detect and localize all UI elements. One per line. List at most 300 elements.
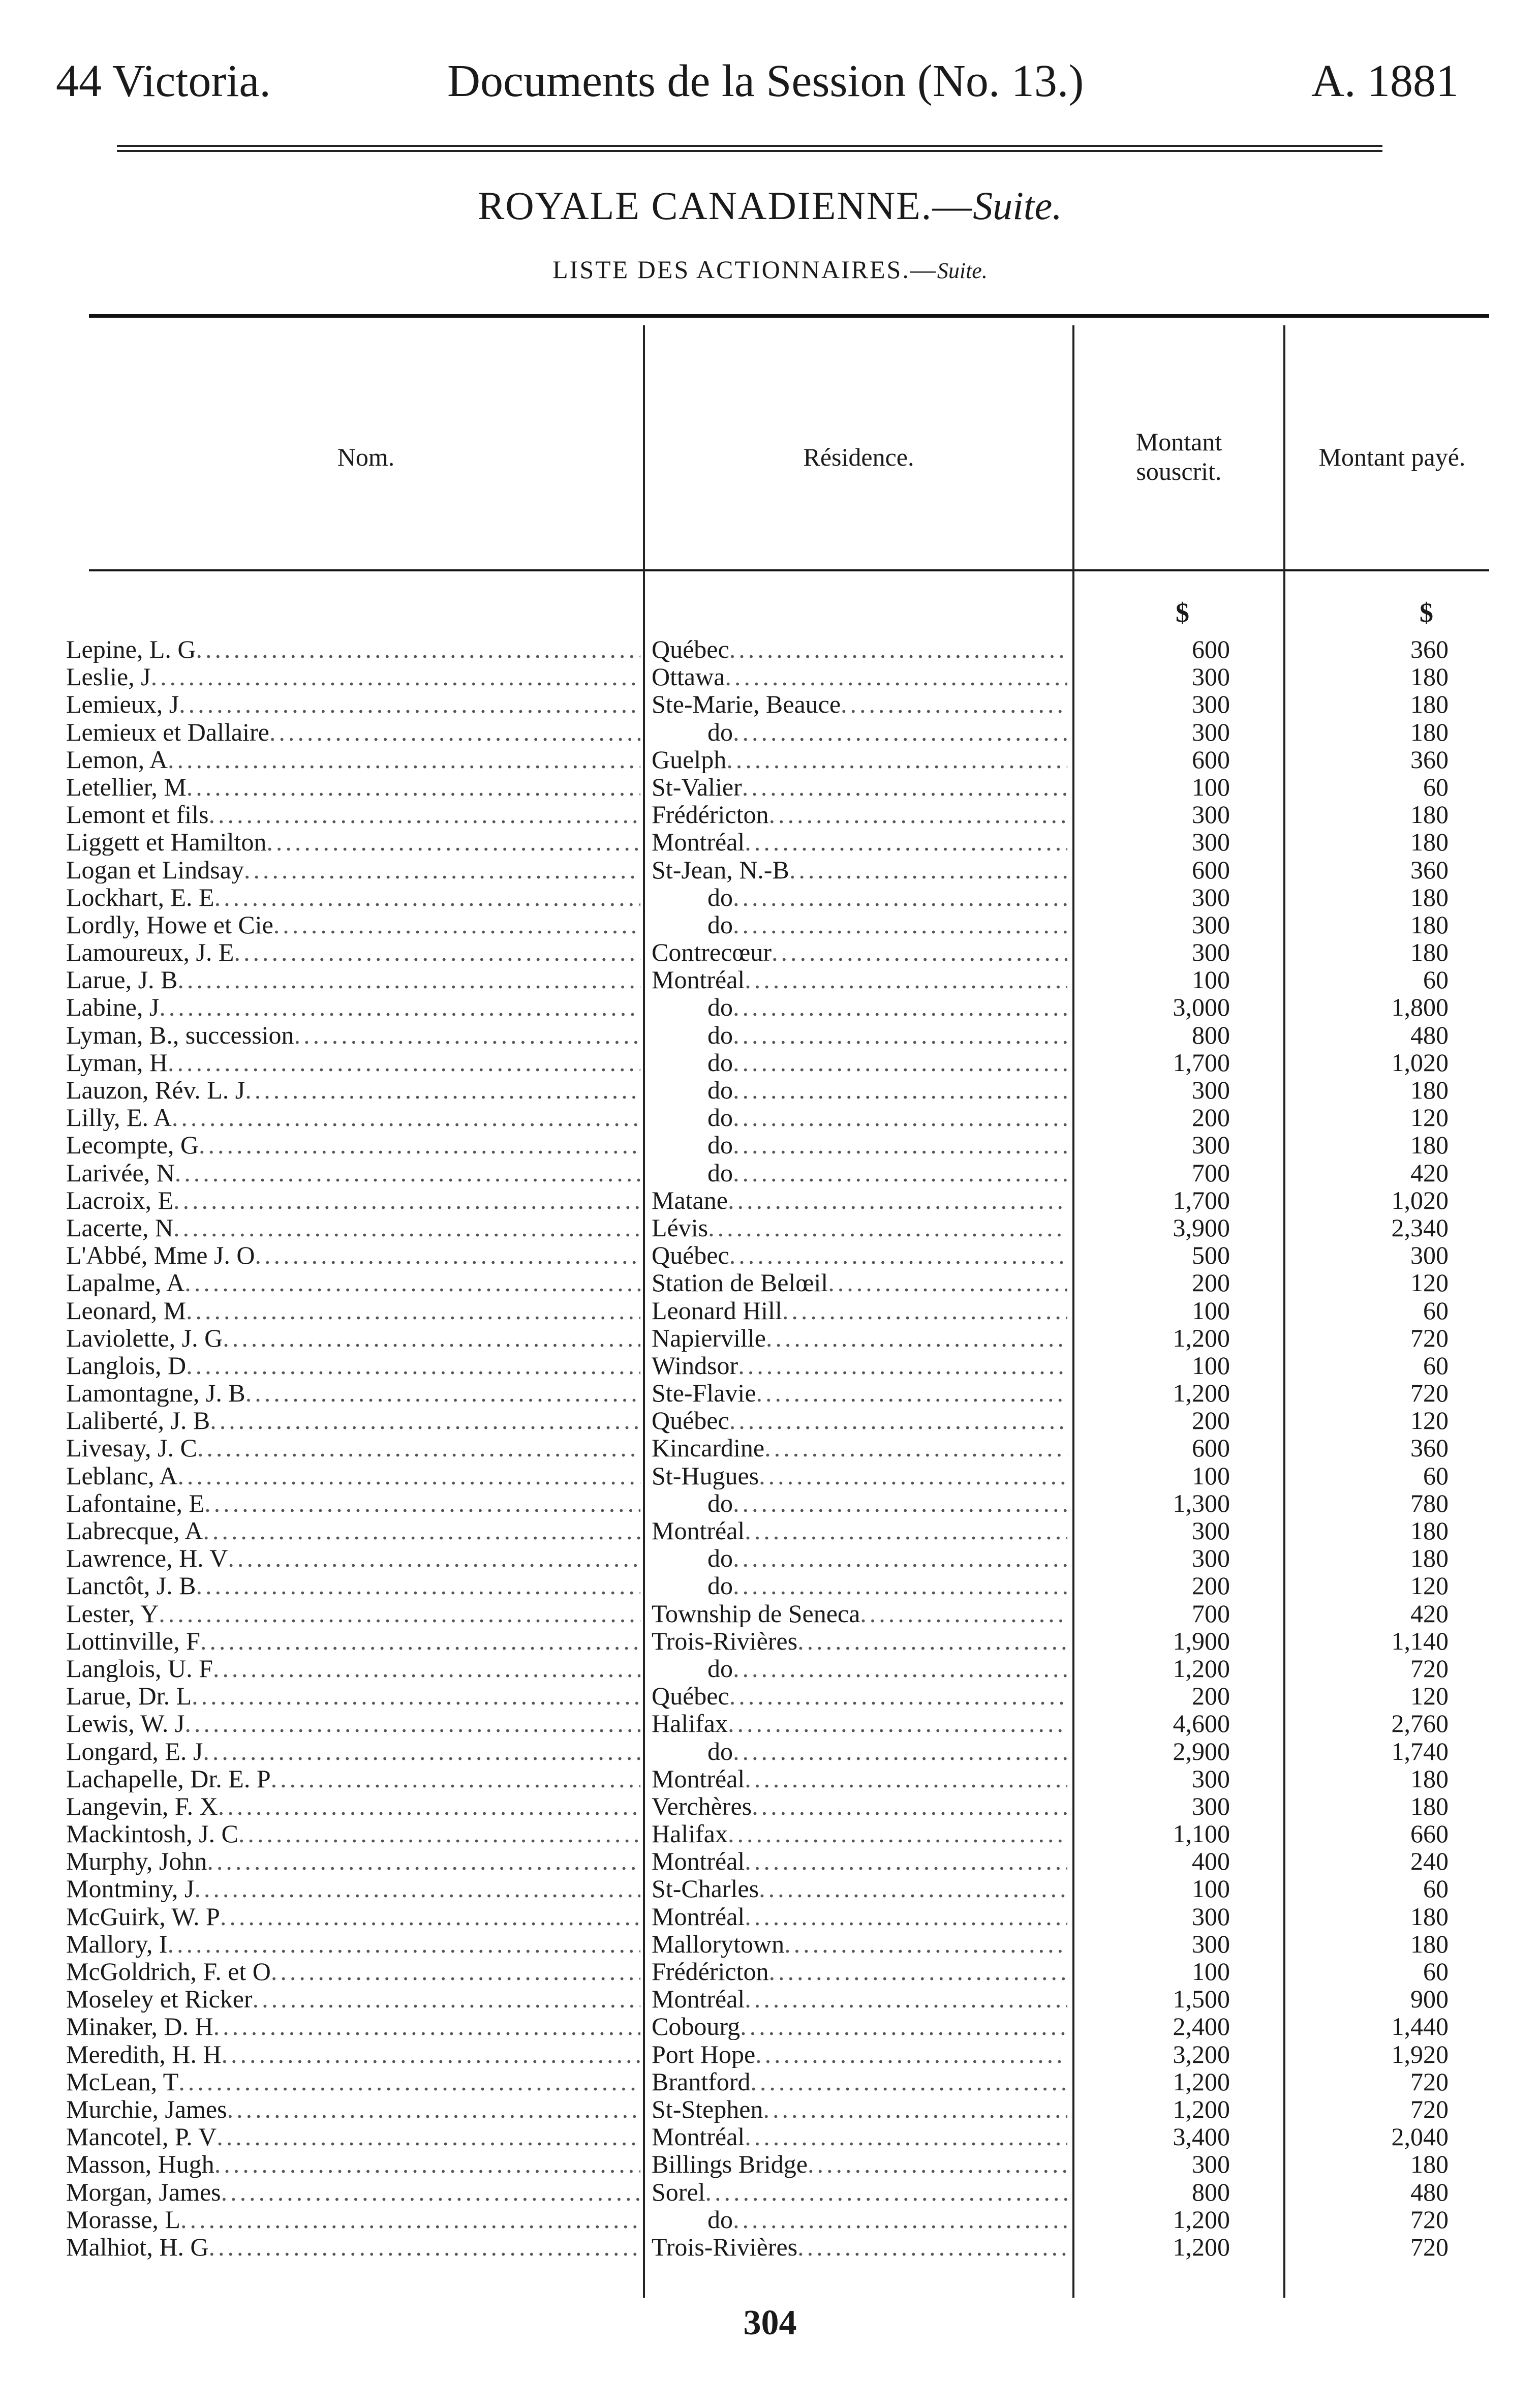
residence-cell: Montréal	[652, 828, 745, 856]
leader-dots	[797, 1627, 1067, 1655]
residence-cell: Contrecœur	[652, 938, 772, 966]
leader-dots	[733, 911, 1067, 938]
shareholder-name: Murchie, James	[66, 2095, 227, 2123]
amount-subscribed-cell	[1108, 2013, 1230, 2040]
residence-cell: do	[707, 718, 733, 746]
shareholder-name-cell	[66, 2178, 640, 2206]
leader-dots	[179, 690, 640, 718]
residence-cell: Québec	[652, 1241, 729, 1269]
shareholder-name-cell	[66, 2206, 640, 2233]
amount-paid-cell	[1321, 1352, 1449, 1379]
amount-paid-cell	[1321, 1104, 1449, 1131]
amount-subscribed-cell	[1108, 883, 1230, 911]
table-row	[0, 1958, 1540, 1985]
residence-cell-cell	[652, 1847, 1067, 1875]
amount-paid: 360	[1410, 856, 1449, 883]
residence-cell: Verchères	[652, 1792, 752, 1820]
header-double-rule	[117, 145, 1382, 152]
column-header-subscribed-line2: souscrit.	[1136, 457, 1222, 485]
amount-subscribed-cell	[1108, 1655, 1230, 1682]
shareholder-name: Laviolette, J. G	[66, 1324, 223, 1352]
residence-cell: Kincardine	[652, 1434, 765, 1462]
amount-subscribed: 800	[1192, 1021, 1230, 1049]
residence-cell-cell	[652, 1021, 1067, 1049]
column-header-subscribed-line1: Montant	[1135, 428, 1222, 456]
amount-paid-cell	[1321, 1903, 1449, 1930]
leader-dots	[782, 1297, 1067, 1324]
leader-dots	[733, 1544, 1067, 1572]
leader-dots	[745, 2123, 1067, 2150]
table-row	[0, 746, 1540, 773]
shareholder-name-cell	[66, 1875, 640, 1902]
residence-cell-cell	[652, 801, 1067, 828]
residence-cell: Guelph	[652, 745, 727, 773]
leader-dots	[733, 1655, 1067, 1682]
amount-subscribed-cell	[1108, 1159, 1230, 1186]
shareholder-name: Lapalme, A	[66, 1269, 185, 1297]
leader-dots	[177, 1462, 640, 1489]
residence-cell-cell	[652, 1434, 1067, 1461]
residence-cell: Montréal	[652, 1985, 745, 2013]
amount-subscribed-cell	[1108, 2233, 1230, 2261]
table-row	[0, 1710, 1540, 1737]
amount-subscribed: 1,200	[1173, 2233, 1230, 2261]
leader-dots	[294, 1021, 640, 1049]
shareholder-name: McLean, T	[66, 2067, 179, 2095]
shareholder-name-cell	[66, 1159, 640, 1186]
amount-paid: 180	[1410, 1131, 1449, 1159]
amount-subscribed: 4,600	[1173, 1710, 1230, 1738]
leader-dots	[768, 801, 1067, 828]
residence-cell-cell	[652, 1407, 1067, 1434]
leader-dots	[234, 938, 640, 966]
leader-dots	[210, 1407, 640, 1434]
amount-subscribed: 100	[1192, 1875, 1230, 1903]
amount-subscribed-cell	[1108, 746, 1230, 773]
table-row	[0, 1076, 1540, 1104]
subtitle-suite: Suite.	[937, 258, 988, 283]
leader-dots	[750, 2068, 1067, 2095]
residence-cell-cell	[652, 1875, 1067, 1902]
amount-subscribed-cell	[1108, 2178, 1230, 2206]
amount-paid: 360	[1410, 1434, 1449, 1462]
shareholder-name: Lawrence, H. V	[66, 1544, 228, 1572]
amount-paid: 120	[1410, 1269, 1449, 1297]
amount-paid: 420	[1410, 1599, 1449, 1627]
residence-cell: do	[707, 1021, 733, 1049]
leader-dots	[207, 1847, 640, 1875]
amount-subscribed-cell	[1108, 1682, 1230, 1710]
amount-subscribed-cell	[1108, 1021, 1230, 1049]
leader-dots	[168, 746, 640, 773]
amount-paid: 180	[1410, 1517, 1449, 1544]
residence-cell: do	[707, 1737, 733, 1765]
leader-dots	[733, 1104, 1067, 1131]
table-row	[0, 2178, 1540, 2206]
amount-paid-cell	[1321, 1214, 1449, 1241]
residence-cell: Québec	[652, 635, 729, 663]
leader-dots	[745, 1903, 1067, 1930]
amount-subscribed-cell	[1108, 1544, 1230, 1572]
table-row	[0, 1407, 1540, 1434]
residence-cell: St-Valier	[652, 773, 742, 801]
leader-dots	[728, 1710, 1067, 1737]
leader-dots	[728, 1186, 1067, 1214]
residence-cell: Brantford	[652, 2067, 751, 2095]
amount-subscribed-cell	[1108, 1214, 1230, 1241]
table-head-rule	[89, 569, 1489, 571]
table-row	[0, 690, 1540, 718]
shareholder-name: Lyman, H	[66, 1048, 168, 1076]
amount-subscribed-cell	[1108, 1600, 1230, 1627]
amount-paid-cell	[1321, 828, 1449, 856]
amount-paid: 1,800	[1391, 993, 1449, 1021]
amount-paid-cell	[1321, 1572, 1449, 1599]
amount-subscribed-cell	[1108, 801, 1230, 828]
residence-cell-cell	[652, 1049, 1067, 1076]
residence-cell: Ste-Flavie	[652, 1379, 756, 1407]
shareholder-name-cell	[66, 2040, 640, 2068]
amount-paid-cell	[1321, 2150, 1449, 2178]
leader-dots	[740, 2013, 1067, 2040]
amount-subscribed-cell	[1108, 1765, 1230, 1792]
residence-cell-cell	[652, 718, 1067, 746]
shareholder-name-cell	[66, 828, 640, 856]
table-top-rule	[89, 314, 1489, 318]
shareholder-name: Lanctôt, J. B	[66, 1572, 196, 1600]
header-right: A. 1881	[1311, 56, 1459, 106]
shareholder-name: Lemieux et Dallaire	[66, 718, 269, 746]
leader-dots	[742, 773, 1067, 801]
shareholder-name-cell	[66, 1407, 640, 1434]
leader-dots	[175, 1159, 640, 1186]
residence-cell: do	[707, 1131, 733, 1159]
table-row	[0, 1297, 1540, 1324]
residence-cell-cell	[652, 966, 1067, 993]
residence-cell-cell	[652, 1572, 1067, 1599]
amount-paid: 480	[1410, 2178, 1449, 2206]
leader-dots	[218, 1792, 640, 1820]
residence-cell: Billings Bridge	[652, 2150, 808, 2178]
amount-paid: 180	[1410, 1544, 1449, 1572]
amount-paid: 360	[1410, 745, 1449, 773]
leader-dots	[733, 1489, 1067, 1517]
amount-paid: 720	[1410, 2095, 1449, 2123]
amount-paid-cell	[1321, 1930, 1449, 1958]
table-row	[0, 1104, 1540, 1131]
page-title	[0, 178, 1540, 234]
leader-dots	[789, 856, 1067, 883]
amount-paid-cell	[1321, 2206, 1449, 2233]
leader-dots	[808, 2150, 1067, 2178]
amount-subscribed: 300	[1192, 938, 1230, 966]
shareholder-name-cell	[66, 993, 640, 1021]
amount-subscribed: 3,900	[1173, 1213, 1230, 1241]
amount-subscribed: 500	[1192, 1241, 1230, 1269]
shareholder-name-cell	[66, 1076, 640, 1104]
amount-paid-cell	[1321, 1738, 1449, 1765]
residence-cell: Montréal	[652, 1902, 745, 1930]
amount-subscribed-cell	[1108, 690, 1230, 718]
amount-subscribed-cell	[1108, 1517, 1230, 1544]
currency-paid: $	[1420, 597, 1433, 628]
residence-cell: Halifax	[652, 1710, 728, 1738]
leader-dots	[159, 1600, 640, 1627]
amount-paid: 2,340	[1391, 1213, 1449, 1241]
amount-paid: 2,760	[1391, 1710, 1449, 1738]
leader-dots	[841, 690, 1067, 718]
table-row	[0, 911, 1540, 938]
amount-paid: 720	[1410, 1379, 1449, 1407]
amount-subscribed: 600	[1192, 635, 1230, 663]
amount-subscribed-cell	[1108, 1049, 1230, 1076]
amount-subscribed: 1,200	[1173, 1324, 1230, 1352]
amount-subscribed: 3,400	[1173, 2123, 1230, 2151]
amount-subscribed: 300	[1192, 883, 1230, 911]
shareholder-name-cell	[66, 1544, 640, 1572]
table-row	[0, 1600, 1540, 1627]
leader-dots	[733, 1076, 1067, 1104]
amount-paid-cell	[1321, 1682, 1449, 1710]
table-row	[0, 2233, 1540, 2261]
leader-dots	[221, 2178, 640, 2206]
leader-dots	[768, 1958, 1067, 1985]
residence-cell: Halifax	[652, 1820, 728, 1848]
residence-cell-cell	[652, 828, 1067, 856]
residence-cell-cell	[652, 2178, 1067, 2206]
table-row	[0, 2068, 1540, 2095]
currency-subscribed: $	[1176, 597, 1189, 628]
amount-paid: 60	[1423, 1351, 1449, 1379]
amount-paid-cell	[1321, 1021, 1449, 1049]
table-row	[0, 1269, 1540, 1296]
residence-cell-cell	[652, 746, 1067, 773]
amount-paid: 60	[1423, 773, 1449, 801]
amount-paid-cell	[1321, 2040, 1449, 2068]
residence-cell: Ste-Marie, Beauce	[652, 690, 841, 718]
amount-subscribed: 2,900	[1173, 1737, 1230, 1765]
amount-paid: 180	[1410, 1930, 1449, 1958]
subtitle-main: LISTE DES ACTIONNAIRES.—	[552, 255, 937, 284]
amount-paid: 180	[1410, 828, 1449, 856]
amount-paid-cell	[1321, 1985, 1449, 2013]
amount-subscribed-cell	[1108, 1407, 1230, 1434]
residence-cell-cell	[652, 1544, 1067, 1572]
leader-dots	[173, 1214, 640, 1241]
leader-dots	[245, 1076, 640, 1104]
amount-subscribed-cell	[1108, 1241, 1230, 1269]
residence-cell-cell	[652, 1820, 1067, 1847]
leader-dots	[245, 1379, 640, 1407]
residence-cell-cell	[652, 1159, 1067, 1186]
leader-dots	[764, 1434, 1067, 1461]
amount-paid: 180	[1410, 1764, 1449, 1792]
leader-dots	[180, 2206, 640, 2233]
table-row	[0, 1131, 1540, 1159]
residence-cell: Québec	[652, 1407, 729, 1435]
amount-paid-cell	[1321, 1765, 1449, 1792]
shareholder-name: Meredith, H. H	[66, 2040, 222, 2068]
amount-subscribed: 200	[1192, 1104, 1230, 1132]
shareholder-name: Labine, J	[66, 993, 160, 1021]
amount-subscribed: 1,200	[1173, 2095, 1230, 2123]
shareholder-name: Lewis, W. J	[66, 1710, 185, 1738]
residence-cell: Trois-Rivières	[652, 1627, 798, 1655]
amount-paid-cell	[1321, 2123, 1449, 2150]
shareholder-name-cell	[66, 966, 640, 993]
shareholder-name: Lecompte, G	[66, 1131, 199, 1159]
residence-cell-cell	[652, 1214, 1067, 1241]
residence-cell: Township de Seneca	[652, 1599, 860, 1627]
residence-cell-cell	[652, 1269, 1067, 1296]
amount-paid-cell	[1321, 690, 1449, 718]
amount-paid: 180	[1410, 938, 1449, 966]
leader-dots	[729, 1682, 1067, 1710]
leader-dots	[186, 1297, 640, 1324]
amount-paid-cell	[1321, 1297, 1449, 1324]
amount-subscribed: 100	[1192, 1296, 1230, 1324]
residence-cell: Montréal	[652, 2123, 745, 2151]
residence-cell-cell	[652, 1985, 1067, 2013]
residence-cell-cell	[652, 1738, 1067, 1765]
amount-paid-cell	[1321, 938, 1449, 966]
leader-dots	[738, 1352, 1067, 1379]
shareholder-name: Lamontagne, J. B	[66, 1379, 245, 1407]
amount-paid: 60	[1423, 966, 1449, 994]
amount-paid-cell	[1321, 1875, 1449, 1902]
leader-dots	[745, 1517, 1067, 1544]
amount-subscribed: 300	[1192, 690, 1230, 718]
leader-dots	[745, 828, 1067, 856]
shareholder-name-cell	[66, 1186, 640, 1214]
shareholder-name-cell	[66, 773, 640, 801]
leader-dots	[192, 1682, 640, 1710]
shareholder-name: Lemieux, J	[66, 690, 179, 718]
shareholder-name: Langevin, F. X	[66, 1792, 218, 1820]
residence-cell: do	[707, 1544, 733, 1572]
leader-dots	[828, 1269, 1067, 1296]
residence-cell-cell	[652, 2095, 1067, 2123]
shareholder-name-cell	[66, 1820, 640, 1847]
amount-subscribed-cell	[1108, 1738, 1230, 1765]
table-row	[0, 1820, 1540, 1847]
amount-subscribed-cell	[1108, 2068, 1230, 2095]
shareholder-name: Mallory, I	[66, 1930, 168, 1958]
shareholder-name-cell	[66, 663, 640, 690]
table-row	[0, 1738, 1540, 1765]
amount-subscribed-cell	[1108, 1104, 1230, 1131]
amount-subscribed-cell	[1108, 663, 1230, 690]
shareholder-name-cell	[66, 1600, 640, 1627]
shareholder-name: Lyman, B., succession	[66, 1021, 294, 1049]
table-row	[0, 856, 1540, 883]
leader-dots	[197, 1434, 640, 1461]
table-row	[0, 1627, 1540, 1655]
amount-paid-cell	[1321, 1544, 1449, 1572]
residence-cell: Ottawa	[652, 663, 725, 691]
amount-subscribed: 1,900	[1173, 1627, 1230, 1655]
leader-dots	[733, 1738, 1067, 1765]
amount-paid: 120	[1410, 1682, 1449, 1710]
residence-cell-cell	[652, 2150, 1067, 2178]
amount-subscribed: 300	[1192, 663, 1230, 691]
amount-paid-cell	[1321, 801, 1449, 828]
table-row	[0, 1159, 1540, 1186]
shareholder-name-cell	[66, 2150, 640, 2178]
amount-subscribed-cell	[1108, 856, 1230, 883]
amount-paid-cell	[1321, 1710, 1449, 1737]
leader-dots	[756, 1379, 1067, 1407]
table-row	[0, 2123, 1540, 2150]
amount-paid: 660	[1410, 1820, 1449, 1848]
amount-paid-cell	[1321, 1159, 1449, 1186]
shareholder-name: Lemon, A	[66, 745, 168, 773]
table-row	[0, 966, 1540, 993]
residence-cell-cell	[652, 993, 1067, 1021]
shareholder-name: Leonard, M	[66, 1296, 187, 1324]
residence-cell: do	[707, 1076, 733, 1104]
table-row	[0, 1903, 1540, 1930]
leader-dots	[725, 663, 1067, 690]
residence-cell-cell	[652, 1627, 1067, 1655]
amount-paid-cell	[1321, 718, 1449, 746]
shareholder-name-cell	[66, 690, 640, 718]
amount-subscribed: 1,700	[1173, 1186, 1230, 1214]
amount-subscribed: 2,400	[1173, 2013, 1230, 2040]
shareholder-name: Lachapelle, Dr. E. P	[66, 1764, 271, 1792]
residence-cell: Montréal	[652, 1764, 745, 1792]
leader-dots	[186, 1352, 640, 1379]
amount-paid-cell	[1321, 1076, 1449, 1104]
amount-paid: 1,920	[1391, 2040, 1449, 2068]
amount-paid: 240	[1410, 1847, 1449, 1875]
shareholder-name-cell	[66, 1241, 640, 1269]
residence-cell: Port Hope	[652, 2040, 756, 2068]
leader-dots	[733, 718, 1067, 746]
leader-dots	[729, 1241, 1067, 1269]
shareholder-name-cell	[66, 1655, 640, 1682]
table-row	[0, 1682, 1540, 1710]
table-row	[0, 2040, 1540, 2068]
shareholder-name: Liggett et Hamilton	[66, 828, 267, 856]
amount-paid: 720	[1410, 1324, 1449, 1352]
amount-subscribed-cell	[1108, 1875, 1230, 1902]
leader-dots	[755, 2040, 1067, 2068]
amount-paid-cell	[1321, 1792, 1449, 1820]
shareholder-name: Lauzon, Rév. L. J	[66, 1076, 245, 1104]
residence-cell: St-Hugues	[652, 1461, 759, 1489]
shareholder-name-cell	[66, 746, 640, 773]
amount-subscribed: 300	[1192, 1792, 1230, 1820]
amount-subscribed-cell	[1108, 1076, 1230, 1104]
residence-cell-cell	[652, 1765, 1067, 1792]
table-row	[0, 1462, 1540, 1489]
residence-cell: do	[707, 1572, 733, 1600]
residence-cell: Windsor	[652, 1351, 738, 1379]
residence-cell: Trois-Rivières	[652, 2233, 798, 2261]
shareholder-name: McGuirk, W. P	[66, 1902, 220, 1930]
leader-dots	[151, 663, 640, 690]
residence-cell-cell	[652, 1655, 1067, 1682]
leader-dots	[168, 1049, 640, 1076]
residence-cell-cell	[652, 773, 1067, 801]
amount-subscribed: 100	[1192, 966, 1230, 994]
leader-dots	[772, 938, 1067, 966]
leader-dots	[797, 2233, 1067, 2261]
shareholder-name: Lockhart, E. E	[66, 883, 214, 911]
amount-subscribed-cell	[1108, 1572, 1230, 1599]
residence-cell-cell	[652, 1297, 1067, 1324]
